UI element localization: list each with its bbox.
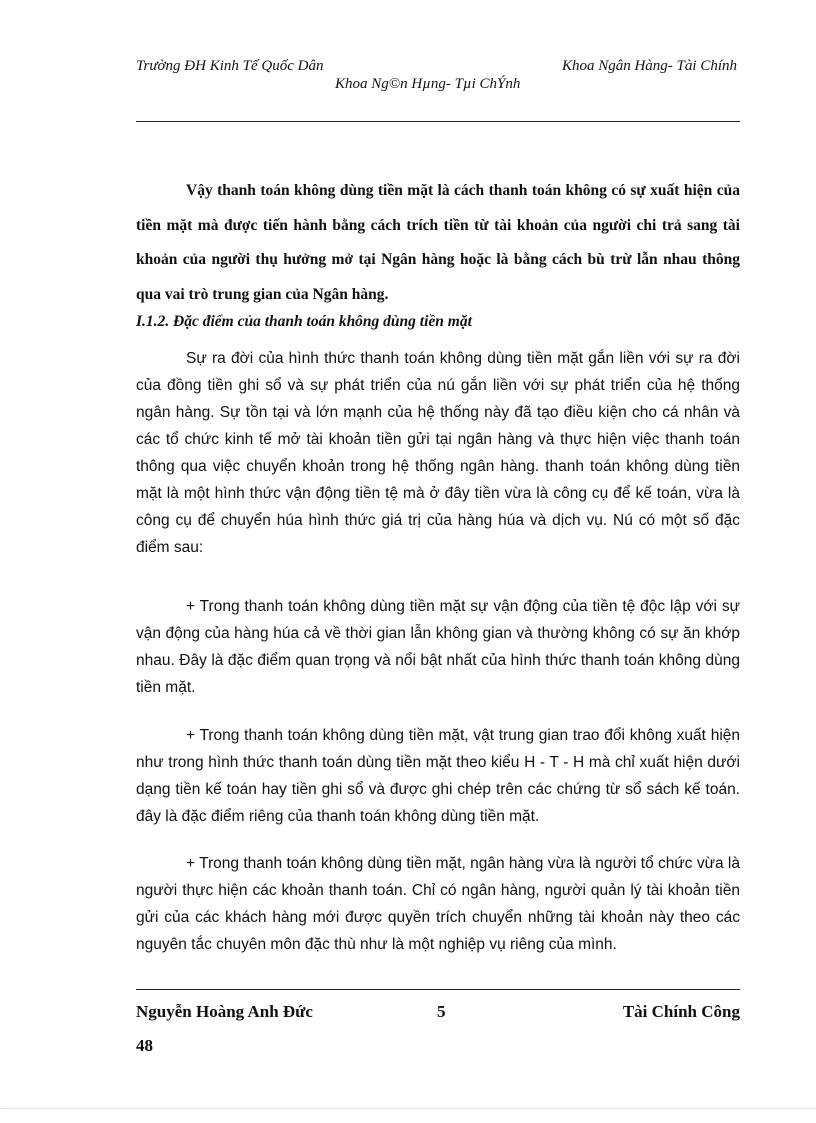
body-paragraph: + Trong thanh toán không dùng tiền mặt sự vận động của tiền tệ độc lập với sự vận động của hàng húa cả về thời gian lẫn không gian và thường không có sự ăn khớp nhau. Đây là đặc điểm quan trọng và nổi bật nhất của hình thức thanh toán không dùng tiền mặt. [136,598,740,696]
footer-author: Nguyễn Hoàng Anh Đức [136,1002,313,1021]
header-faculty: Khoa Ngân Hàng- Tài Chính [561,58,737,74]
page-number: 5 [437,1002,446,1021]
section-heading: I.1.2. Đặc điểm của thanh toán không dùng tiền mặt [136,313,472,330]
body-paragraph: + Trong thanh toán không dùng tiền mặt, ngân hàng vừa là người tổ chức vừa là người thực hiện các khoản thanh toán. Chỉ có ngân hàng, người quản lý tài khoản tiền gửi của các khách hàng mới được quyền trích chuyển những tài khoản này theo các nguyên tắc chuyên môn đặc thù như là một nghiệp vụ riêng của mình. [136,855,740,953]
footer-number: 48 [136,1036,153,1055]
page-edge-divider [0,1108,816,1109]
footer-department: Tài Chính Công [622,1002,740,1021]
header-rule [136,121,740,122]
header-faculty-garbled: Khoa Ng©n Hµng- Tµi ChÝnh [335,76,521,92]
header-school: Trường ĐH Kinh Tế Quốc Dân [136,58,324,74]
body-paragraph: + Trong thanh toán không dùng tiền mặt, vật trung gian trao đổi không xuất hiện như trong hình thức thanh toán dùng tiền mặt theo kiểu H - T - H mà chỉ xuất hiện dưới dạng tiền kế toán hay tiền ghi sổ và được ghi chép trên các chứng từ sổ sách kế toán. đây là đặc điểm riêng của thanh toán không dùng tiền mặt. [136,727,740,825]
body-paragraph: Sự ra đời của hình thức thanh toán không dùng tiền mặt gắn liền với sự ra đời của đồng tiền ghi sổ và sự phát triển của nú gắn liền với sự phát triển của hệ thống ngân hàng. Sự tồn tại và lớn mạnh của hệ thống này đã tạo điều kiện cho cá nhân và các tổ chức kinh tế mở tài khoản tiền gửi tại ngân hàng và thực hiện việc thanh toán thông qua việc chuyển khoản trong hệ thống ngân hàng. thanh toán không dùng tiền mặt là một hình thức vận động tiền tệ mà ở đây tiền vừa là công cụ để kế toán, vừa là công cụ để chuyển húa hình thức giá trị của hàng húa và dịch vụ. Nú có một số đặc điểm sau: [136,350,740,556]
intro-paragraph: Vậy thanh toán không dùng tiền mặt là cách thanh toán không có sự xuất hiện của tiền mặt mà được tiến hành bằng cách trích tiền từ tài khoản của người chi trả sang tài khoản của người thụ hưởng mở tại Ngân hàng hoặc là bằng cách bù trừ lẫn nhau thông qua vai trò trung gian của Ngân hàng. [136,182,740,303]
footer-rule [136,989,740,990]
